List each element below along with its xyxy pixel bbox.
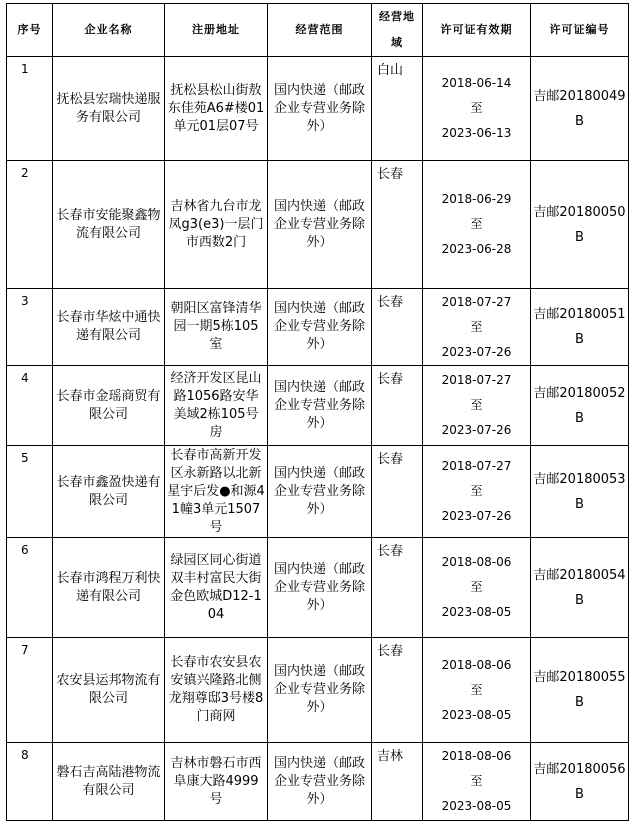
valid-to: 2023-08-05 (441, 605, 512, 619)
row-company-name: 长春市安能聚鑫物流有限公司 (53, 161, 165, 289)
row-region: 长春 (372, 161, 423, 289)
valid-to-word: 至 (470, 217, 483, 231)
row-validity (423, 161, 531, 289)
row-license-no: 吉邮20180051B (531, 289, 629, 366)
header-validity: 许可证有效期 (423, 4, 531, 57)
valid-to-word: 至 (470, 101, 483, 115)
valid-to: 2023-07-26 (441, 509, 512, 523)
row-seq: 5 (7, 446, 53, 538)
row-validity (423, 289, 531, 366)
valid-to-word: 至 (470, 580, 483, 594)
row-address: 长春市高新开发区永新路以北新星宇后发●和源41幢3单元1507号 (165, 446, 268, 538)
row-region: 长春 (372, 446, 423, 538)
header-scope: 经营范围 (268, 4, 372, 57)
license-table (6, 3, 629, 821)
row-scope: 国内快递（邮政企业专营业务除外） (268, 366, 372, 446)
row-license-no: 吉邮20180053B (531, 446, 629, 538)
table-row (7, 446, 629, 538)
table-row (7, 366, 629, 446)
row-company-name: 长春市华炫中通快递有限公司 (53, 289, 165, 366)
row-region: 白山 (372, 57, 423, 161)
table-row (7, 538, 629, 638)
row-license-no: 吉邮20180052B (531, 366, 629, 446)
valid-from: 2018-07-27 (441, 294, 512, 309)
valid-to: 2023-07-26 (441, 344, 512, 359)
row-company-name: 长春市鑫盈快递有限公司 (53, 446, 165, 538)
row-seq: 2 (7, 161, 53, 289)
row-validity (423, 638, 531, 743)
row-region: 吉林 (372, 743, 423, 821)
valid-to: 2023-07-26 (441, 423, 512, 437)
valid-from: 2018-07-27 (441, 373, 512, 387)
valid-to-word: 至 (470, 682, 483, 697)
valid-to: 2023-08-05 (441, 707, 512, 722)
table-row (7, 289, 629, 366)
row-scope: 国内快递（邮政企业专营业务除外） (268, 57, 372, 161)
valid-from: 2018-08-06 (441, 555, 512, 569)
row-region: 长春 (372, 538, 423, 638)
valid-to: 2023-06-13 (441, 126, 512, 140)
table-row (7, 638, 629, 743)
row-seq: 7 (7, 638, 53, 743)
header-row (7, 4, 629, 57)
row-address: 吉林省九台市龙凤g3(e3)一层门市西数2门 (165, 161, 268, 289)
row-scope: 国内快递（邮政企业专营业务除外） (268, 743, 372, 821)
row-seq: 1 (7, 57, 53, 161)
valid-to-word: 至 (470, 774, 483, 788)
row-address: 朝阳区富锋清华园一期5栋105室 (165, 289, 268, 366)
row-region: 长春 (372, 638, 423, 743)
row-license-no: 吉邮20180056B (531, 743, 629, 821)
row-seq: 8 (7, 743, 53, 821)
row-validity (423, 743, 531, 821)
row-validity (423, 446, 531, 538)
header-address: 注册地址 (165, 4, 268, 57)
row-address: 绿园区同心街道双丰村富民大街金色欧城D12-104 (165, 538, 268, 638)
valid-to-word: 至 (470, 319, 483, 334)
row-company-name: 磐石吉高陆港物流有限公司 (53, 743, 165, 821)
header-region: 经营地域 (372, 4, 423, 57)
valid-to: 2023-08-05 (441, 799, 512, 813)
valid-to-word: 至 (470, 398, 483, 412)
table-row (7, 161, 629, 289)
license-table-container (6, 3, 629, 821)
valid-to-word: 至 (470, 484, 483, 498)
row-scope: 国内快递（邮政企业专营业务除外） (268, 161, 372, 289)
row-scope: 国内快递（邮政企业专营业务除外） (268, 638, 372, 743)
row-address: 抚松县松山街敖东佳苑A6#楼01单元01层07号 (165, 57, 268, 161)
row-seq: 6 (7, 538, 53, 638)
header-license-no: 许可证编号 (531, 4, 629, 57)
row-seq: 4 (7, 366, 53, 446)
row-scope: 国内快递（邮政企业专营业务除外） (268, 538, 372, 638)
valid-from: 2018-06-14 (441, 76, 512, 90)
row-region: 长春 (372, 366, 423, 446)
valid-from: 2018-06-29 (441, 192, 512, 206)
row-license-no: 吉邮20180049B (531, 57, 629, 161)
valid-from: 2018-07-27 (441, 459, 512, 473)
row-license-no: 吉邮20180055B (531, 638, 629, 743)
valid-from: 2018-08-06 (441, 657, 512, 672)
row-company-name: 农安县运邦物流有限公司 (53, 638, 165, 743)
valid-to: 2023-06-28 (441, 242, 512, 256)
row-company-name: 抚松县宏瑞快递服务有限公司 (53, 57, 165, 161)
row-validity (423, 57, 531, 161)
valid-from: 2018-08-06 (441, 749, 512, 763)
row-company-name: 长春市鸿程万利快递有限公司 (53, 538, 165, 638)
row-license-no: 吉邮20180054B (531, 538, 629, 638)
row-scope: 国内快递（邮政企业专营业务除外） (268, 446, 372, 538)
table-row (7, 57, 629, 161)
header-name: 企业名称 (53, 4, 165, 57)
table-row (7, 743, 629, 821)
row-address: 经济开发区昆山路1056路安华美域2栋105号房 (165, 366, 268, 446)
row-validity (423, 366, 531, 446)
row-address: 长春市农安县农安镇兴隆路北侧龙翔尊邸3号楼8门商网 (165, 638, 268, 743)
row-company-name: 长春市金瑶商贸有限公司 (53, 366, 165, 446)
row-validity (423, 538, 531, 638)
header-seq: 序号 (7, 4, 53, 57)
row-license-no: 吉邮20180050B (531, 161, 629, 289)
row-seq: 3 (7, 289, 53, 366)
row-address: 吉林市磐石市西阜康大路4999号 (165, 743, 268, 821)
row-region: 长春 (372, 289, 423, 366)
row-scope: 国内快递（邮政企业专营业务除外） (268, 289, 372, 366)
